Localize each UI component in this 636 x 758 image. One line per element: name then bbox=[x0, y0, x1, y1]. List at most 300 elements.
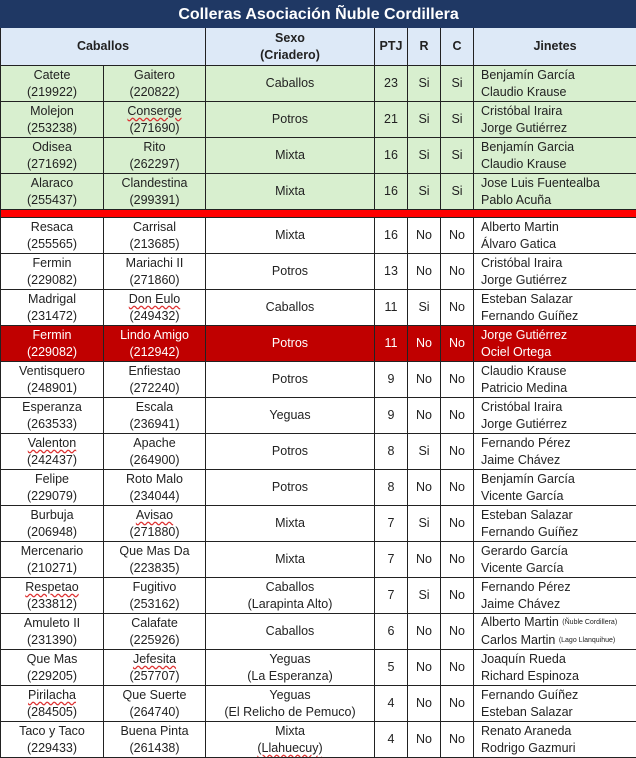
rider-1 bbox=[481, 363, 636, 380]
rider-1 bbox=[481, 327, 636, 344]
horse-1-id: (206948) bbox=[1, 524, 103, 541]
rider-1-name: Renato Araneda bbox=[481, 724, 571, 738]
table-row bbox=[1, 434, 636, 470]
jinetes-cell bbox=[474, 254, 636, 290]
horse-1-id: (229433) bbox=[1, 740, 103, 757]
rider-1-name: Jorge Gutiérrez bbox=[481, 328, 567, 342]
horse-2-name: Que Suerte bbox=[104, 687, 205, 704]
rider-1 bbox=[481, 723, 636, 740]
sexo-cell bbox=[206, 506, 375, 542]
horse-2-id: (264900) bbox=[104, 452, 205, 469]
table-row bbox=[1, 66, 636, 102]
rider-2-note: (Lago Llanquihue) bbox=[559, 637, 615, 644]
rider-2-name: Carlos Martin bbox=[481, 633, 555, 647]
rider-2-name: Pablo Acuña bbox=[481, 193, 551, 207]
c-cell: Si bbox=[441, 66, 474, 102]
ptj-cell: 16 bbox=[375, 138, 408, 174]
ptj-cell: 8 bbox=[375, 434, 408, 470]
rider-2-name: Jorge Gutiérrez bbox=[481, 121, 567, 135]
table-row bbox=[1, 218, 636, 254]
r-cell: Si bbox=[408, 506, 441, 542]
horse-1-cell bbox=[1, 362, 104, 398]
horse-2-id: (225926) bbox=[104, 632, 205, 649]
ptj-cell: 4 bbox=[375, 722, 408, 758]
horse-2-id: (212942) bbox=[104, 344, 205, 361]
horse-1-name: Esperanza bbox=[1, 399, 103, 416]
horse-2-name: Clandestina bbox=[104, 175, 205, 192]
rider-1-name: Esteban Salazar bbox=[481, 508, 573, 522]
rider-1-name: Benjamín García bbox=[481, 68, 575, 82]
horse-2-cell bbox=[104, 254, 206, 290]
rider-2-name: Fernando Guíñez bbox=[481, 309, 578, 323]
ptj-cell: 11 bbox=[375, 290, 408, 326]
horse-2-id: (262297) bbox=[104, 156, 205, 173]
sexo-cell bbox=[206, 290, 375, 326]
horse-1-id: (229082) bbox=[1, 344, 103, 361]
jinetes-cell bbox=[474, 578, 636, 614]
rider-1-name: Alberto Martin bbox=[481, 615, 559, 629]
sexo-value: Caballos bbox=[206, 579, 374, 596]
table-row bbox=[1, 506, 636, 542]
rider-2 bbox=[481, 560, 636, 577]
jinetes-cell bbox=[474, 174, 636, 210]
horse-2-id: (272240) bbox=[104, 380, 205, 397]
sexo-value: Yeguas bbox=[206, 407, 374, 424]
criadero-value: (Llahuecuy) bbox=[206, 740, 374, 757]
horse-2-id: (271690) bbox=[104, 120, 205, 137]
horse-2-name: Avisao bbox=[104, 507, 205, 524]
r-cell: Si bbox=[408, 434, 441, 470]
sexo-cell bbox=[206, 102, 375, 138]
rider-1-note: (Ñuble Cordillera) bbox=[562, 620, 617, 627]
r-cell: Si bbox=[408, 66, 441, 102]
table-row bbox=[1, 290, 636, 326]
table-row bbox=[1, 102, 636, 138]
rider-1-name: Fernando Pérez bbox=[481, 580, 571, 594]
jinetes-cell bbox=[474, 398, 636, 434]
rider-2-name: Claudio Krause bbox=[481, 157, 566, 171]
horse-1-name: Catete bbox=[1, 67, 103, 84]
horse-1-id: (255565) bbox=[1, 236, 103, 253]
c-cell: Si bbox=[441, 174, 474, 210]
horse-1-name: Odisea bbox=[1, 139, 103, 156]
horse-2-cell bbox=[104, 290, 206, 326]
rider-1 bbox=[481, 651, 636, 668]
horse-1-cell bbox=[1, 218, 104, 254]
rider-1-name: Benjamín García bbox=[481, 472, 575, 486]
ptj-cell: 5 bbox=[375, 650, 408, 686]
rider-1 bbox=[481, 291, 636, 308]
r-cell: Si bbox=[408, 138, 441, 174]
header-ptj: PTJ bbox=[375, 28, 408, 66]
horse-1-cell bbox=[1, 102, 104, 138]
horse-1-name: Molejon bbox=[1, 103, 103, 120]
c-cell: No bbox=[441, 614, 474, 650]
table-row bbox=[1, 542, 636, 578]
ptj-cell: 16 bbox=[375, 218, 408, 254]
r-cell: No bbox=[408, 218, 441, 254]
rider-2 bbox=[481, 416, 636, 433]
horse-1-cell bbox=[1, 66, 104, 102]
table-row bbox=[1, 362, 636, 398]
r-cell: Si bbox=[408, 578, 441, 614]
horse-2-name: Apache bbox=[104, 435, 205, 452]
rider-2 bbox=[481, 272, 636, 289]
rider-1-name: Cristóbal Iraira bbox=[481, 104, 562, 118]
sexo-value: Caballos bbox=[206, 299, 374, 316]
horse-1-id: (271692) bbox=[1, 156, 103, 173]
r-cell: No bbox=[408, 614, 441, 650]
horse-1-cell bbox=[1, 254, 104, 290]
ptj-cell: 21 bbox=[375, 102, 408, 138]
horse-1-id: (210271) bbox=[1, 560, 103, 577]
horse-2-cell bbox=[104, 434, 206, 470]
horse-2-name: Fugitivo bbox=[104, 579, 205, 596]
rider-2-name: Fernando Guíñez bbox=[481, 525, 578, 539]
horse-1-name: Que Mas bbox=[1, 651, 103, 668]
rider-1-name: Esteban Salazar bbox=[481, 292, 573, 306]
sexo-value: Mixta bbox=[206, 147, 374, 164]
rider-2 bbox=[481, 740, 636, 757]
horse-2-cell bbox=[104, 66, 206, 102]
sexo-value: Yeguas bbox=[206, 651, 374, 668]
rider-2-name: Richard Espinoza bbox=[481, 669, 579, 683]
horse-2-cell bbox=[104, 138, 206, 174]
horse-2-id: (234044) bbox=[104, 488, 205, 505]
header-jinetes: Jinetes bbox=[474, 28, 636, 66]
rider-2 bbox=[481, 120, 636, 137]
rider-2 bbox=[481, 704, 636, 721]
sexo-cell bbox=[206, 434, 375, 470]
horse-2-cell bbox=[104, 218, 206, 254]
rider-2 bbox=[481, 596, 636, 613]
horse-1-cell bbox=[1, 290, 104, 326]
horse-2-name: Que Mas Da bbox=[104, 543, 205, 560]
rider-2 bbox=[481, 192, 636, 209]
horse-2-cell bbox=[104, 398, 206, 434]
rider-1 bbox=[481, 219, 636, 236]
sexo-value: Yeguas bbox=[206, 687, 374, 704]
horse-2-cell bbox=[104, 542, 206, 578]
sexo-value: Mixta bbox=[206, 723, 374, 740]
horse-2-name: Roto Malo bbox=[104, 471, 205, 488]
rider-1-name: Alberto Martin bbox=[481, 220, 559, 234]
horse-1-cell bbox=[1, 542, 104, 578]
sexo-value: Potros bbox=[206, 335, 374, 352]
c-cell: No bbox=[441, 650, 474, 686]
jinetes-cell bbox=[474, 506, 636, 542]
horse-1-cell bbox=[1, 326, 104, 362]
criadero-value: (Larapinta Alto) bbox=[206, 596, 374, 613]
ptj-cell: 7 bbox=[375, 506, 408, 542]
horse-1-cell bbox=[1, 434, 104, 470]
rider-2 bbox=[481, 668, 636, 685]
horse-1-id: (219922) bbox=[1, 84, 103, 101]
sexo-cell bbox=[206, 174, 375, 210]
table-row bbox=[1, 254, 636, 290]
ptj-cell: 23 bbox=[375, 66, 408, 102]
sexo-value: Potros bbox=[206, 443, 374, 460]
rider-2-name: Patricio Medina bbox=[481, 381, 567, 395]
horse-2-id: (264740) bbox=[104, 704, 205, 721]
rider-2-name: Ociel Ortega bbox=[481, 345, 551, 359]
c-cell: Si bbox=[441, 102, 474, 138]
rider-1-name: Joaquín Rueda bbox=[481, 652, 566, 666]
horse-1-name: Madrigal bbox=[1, 291, 103, 308]
rider-1 bbox=[481, 103, 636, 120]
rider-1-name: Fernando Guíñez bbox=[481, 688, 578, 702]
rider-1-name: Cristóbal Iraira bbox=[481, 400, 562, 414]
r-cell: No bbox=[408, 686, 441, 722]
sexo-value: Mixta bbox=[206, 183, 374, 200]
jinetes-cell bbox=[474, 542, 636, 578]
rider-2-name: Rodrigo Gazmuri bbox=[481, 741, 575, 755]
header-criadero-label: (Criadero) bbox=[206, 47, 374, 64]
horse-1-id: (229082) bbox=[1, 272, 103, 289]
sexo-cell bbox=[206, 614, 375, 650]
sexo-cell bbox=[206, 686, 375, 722]
sexo-value: Caballos bbox=[206, 623, 374, 640]
rider-1 bbox=[481, 139, 636, 156]
horse-2-name: Rito bbox=[104, 139, 205, 156]
horse-1-id: (231390) bbox=[1, 632, 103, 649]
c-cell: No bbox=[441, 254, 474, 290]
sexo-cell bbox=[206, 578, 375, 614]
rider-1-name: Benjamín Garcia bbox=[481, 140, 574, 154]
horse-1-name: Taco y Taco bbox=[1, 723, 103, 740]
horse-2-name: Lindo Amigo bbox=[104, 327, 205, 344]
jinetes-cell bbox=[474, 722, 636, 758]
horse-1-name: Respetao bbox=[1, 579, 103, 596]
sexo-value: Potros bbox=[206, 111, 374, 128]
horse-2-id: (271860) bbox=[104, 272, 205, 289]
sexo-cell bbox=[206, 254, 375, 290]
r-cell: No bbox=[408, 650, 441, 686]
horse-1-cell bbox=[1, 470, 104, 506]
criadero-value: (La Esperanza) bbox=[206, 668, 374, 685]
rider-1 bbox=[481, 399, 636, 416]
horse-2-name: Calafate bbox=[104, 615, 205, 632]
table-row bbox=[1, 650, 636, 686]
rider-1-name: Jose Luis Fuentealba bbox=[481, 176, 600, 190]
jinetes-cell bbox=[474, 362, 636, 398]
table-row bbox=[1, 614, 636, 650]
horse-2-cell bbox=[104, 470, 206, 506]
table-row bbox=[1, 578, 636, 614]
sexo-value: Caballos bbox=[206, 75, 374, 92]
horse-1-name: Felipe bbox=[1, 471, 103, 488]
rider-1 bbox=[481, 507, 636, 524]
horse-2-name: Jefesita bbox=[104, 651, 205, 668]
rider-2-name: Jorge Gutiérrez bbox=[481, 273, 567, 287]
ptj-cell: 8 bbox=[375, 470, 408, 506]
c-cell: No bbox=[441, 722, 474, 758]
r-cell: No bbox=[408, 362, 441, 398]
ptj-cell: 4 bbox=[375, 686, 408, 722]
c-cell: No bbox=[441, 398, 474, 434]
table-title: Colleras Asociación Ñuble Cordillera bbox=[1, 1, 636, 28]
jinetes-cell bbox=[474, 290, 636, 326]
rider-2-name: Jaime Chávez bbox=[481, 597, 560, 611]
horse-2-name: Mariachi II bbox=[104, 255, 205, 272]
table-row bbox=[1, 686, 636, 722]
horse-2-id: (236941) bbox=[104, 416, 205, 433]
sexo-cell bbox=[206, 326, 375, 362]
rider-1 bbox=[481, 614, 636, 631]
r-cell: Si bbox=[408, 174, 441, 210]
header-caballos: Caballos bbox=[1, 28, 206, 66]
horse-2-cell bbox=[104, 326, 206, 362]
c-cell: No bbox=[441, 290, 474, 326]
ptj-cell: 6 bbox=[375, 614, 408, 650]
rider-1 bbox=[481, 543, 636, 560]
horse-2-id: (213685) bbox=[104, 236, 205, 253]
ptj-cell: 9 bbox=[375, 362, 408, 398]
horse-1-id: (229205) bbox=[1, 668, 103, 685]
header-c: C bbox=[441, 28, 474, 66]
rider-2-name: Vicente García bbox=[481, 561, 563, 575]
horse-1-name: Resaca bbox=[1, 219, 103, 236]
jinetes-cell bbox=[474, 326, 636, 362]
table-row bbox=[1, 138, 636, 174]
sexo-cell bbox=[206, 362, 375, 398]
header-r: R bbox=[408, 28, 441, 66]
horse-2-name: Enfiestao bbox=[104, 363, 205, 380]
table-row bbox=[1, 326, 636, 362]
sexo-value: Potros bbox=[206, 263, 374, 280]
horse-2-cell bbox=[104, 614, 206, 650]
horse-1-cell bbox=[1, 614, 104, 650]
r-cell: Si bbox=[408, 102, 441, 138]
jinetes-cell bbox=[474, 470, 636, 506]
header-sexo bbox=[206, 28, 375, 66]
table-row bbox=[1, 470, 636, 506]
horse-1-cell bbox=[1, 650, 104, 686]
r-cell: Si bbox=[408, 290, 441, 326]
horse-1-name: Valenton bbox=[1, 435, 103, 452]
rider-2-name: Jorge Gutiérrez bbox=[481, 417, 567, 431]
rider-2-name: Jaime Chávez bbox=[481, 453, 560, 467]
table-row bbox=[1, 722, 636, 758]
jinetes-cell bbox=[474, 66, 636, 102]
sexo-cell bbox=[206, 218, 375, 254]
sexo-cell bbox=[206, 398, 375, 434]
rider-2-name: Vicente García bbox=[481, 489, 563, 503]
rider-2 bbox=[481, 452, 636, 469]
header-sexo-label: Sexo bbox=[206, 30, 374, 47]
rider-1 bbox=[481, 579, 636, 596]
horse-2-cell bbox=[104, 174, 206, 210]
table-row bbox=[1, 398, 636, 434]
horse-1-name: Pirilacha bbox=[1, 687, 103, 704]
sexo-cell bbox=[206, 138, 375, 174]
sexo-cell bbox=[206, 66, 375, 102]
rider-2 bbox=[481, 308, 636, 325]
rider-1 bbox=[481, 687, 636, 704]
horse-1-name: Amuleto II bbox=[1, 615, 103, 632]
horse-2-cell bbox=[104, 506, 206, 542]
sexo-value: Mixta bbox=[206, 551, 374, 568]
sexo-cell bbox=[206, 470, 375, 506]
ptj-cell: 16 bbox=[375, 174, 408, 210]
c-cell: No bbox=[441, 434, 474, 470]
r-cell: No bbox=[408, 722, 441, 758]
rider-1-name: Cristóbal Iraira bbox=[481, 256, 562, 270]
horse-2-name: Don Eulo bbox=[104, 291, 205, 308]
r-cell: No bbox=[408, 398, 441, 434]
horse-2-id: (220822) bbox=[104, 84, 205, 101]
rider-2 bbox=[481, 488, 636, 505]
horse-1-cell bbox=[1, 722, 104, 758]
horse-1-cell bbox=[1, 398, 104, 434]
horse-2-id: (249432) bbox=[104, 308, 205, 325]
horse-2-cell bbox=[104, 686, 206, 722]
rider-2 bbox=[481, 236, 636, 253]
rider-1 bbox=[481, 175, 636, 192]
horse-1-id: (231472) bbox=[1, 308, 103, 325]
sexo-value: Mixta bbox=[206, 515, 374, 532]
header-row bbox=[1, 28, 636, 66]
ptj-cell: 7 bbox=[375, 578, 408, 614]
jinetes-cell bbox=[474, 434, 636, 470]
horse-1-id: (284505) bbox=[1, 704, 103, 721]
sexo-value: Potros bbox=[206, 479, 374, 496]
horse-1-name: Fermin bbox=[1, 255, 103, 272]
rider-1 bbox=[481, 67, 636, 84]
c-cell: Si bbox=[441, 138, 474, 174]
rider-2 bbox=[481, 380, 636, 397]
rider-2 bbox=[481, 84, 636, 101]
jinetes-cell bbox=[474, 218, 636, 254]
c-cell: No bbox=[441, 578, 474, 614]
horse-1-id: (229079) bbox=[1, 488, 103, 505]
horse-2-cell bbox=[104, 650, 206, 686]
horse-2-name: Conserge bbox=[104, 103, 205, 120]
separator-row bbox=[1, 210, 636, 218]
horse-2-cell bbox=[104, 362, 206, 398]
horse-1-cell bbox=[1, 506, 104, 542]
horse-2-name: Gaitero bbox=[104, 67, 205, 84]
horse-1-name: Fermin bbox=[1, 327, 103, 344]
horse-2-name: Carrisal bbox=[104, 219, 205, 236]
rider-2 bbox=[481, 524, 636, 541]
horse-1-id: (253238) bbox=[1, 120, 103, 137]
jinetes-cell bbox=[474, 614, 636, 650]
c-cell: No bbox=[441, 362, 474, 398]
sexo-value: Mixta bbox=[206, 227, 374, 244]
rider-2 bbox=[481, 156, 636, 173]
horse-1-name: Ventisquero bbox=[1, 363, 103, 380]
horse-1-name: Mercenario bbox=[1, 543, 103, 560]
rider-1 bbox=[481, 471, 636, 488]
rider-1 bbox=[481, 435, 636, 452]
horse-1-name: Alaraco bbox=[1, 175, 103, 192]
sexo-value: Potros bbox=[206, 371, 374, 388]
ptj-cell: 7 bbox=[375, 542, 408, 578]
jinetes-cell bbox=[474, 686, 636, 722]
ptj-cell: 9 bbox=[375, 398, 408, 434]
rider-2-name: Esteban Salazar bbox=[481, 705, 573, 719]
rider-2 bbox=[481, 344, 636, 361]
c-cell: No bbox=[441, 326, 474, 362]
sexo-cell bbox=[206, 650, 375, 686]
jinetes-cell bbox=[474, 650, 636, 686]
horse-2-name: Escala bbox=[104, 399, 205, 416]
c-cell: No bbox=[441, 542, 474, 578]
rider-1-name: Gerardo García bbox=[481, 544, 568, 558]
criadero-value: (El Relicho de Pemuco) bbox=[206, 704, 374, 721]
rider-2 bbox=[481, 632, 636, 649]
